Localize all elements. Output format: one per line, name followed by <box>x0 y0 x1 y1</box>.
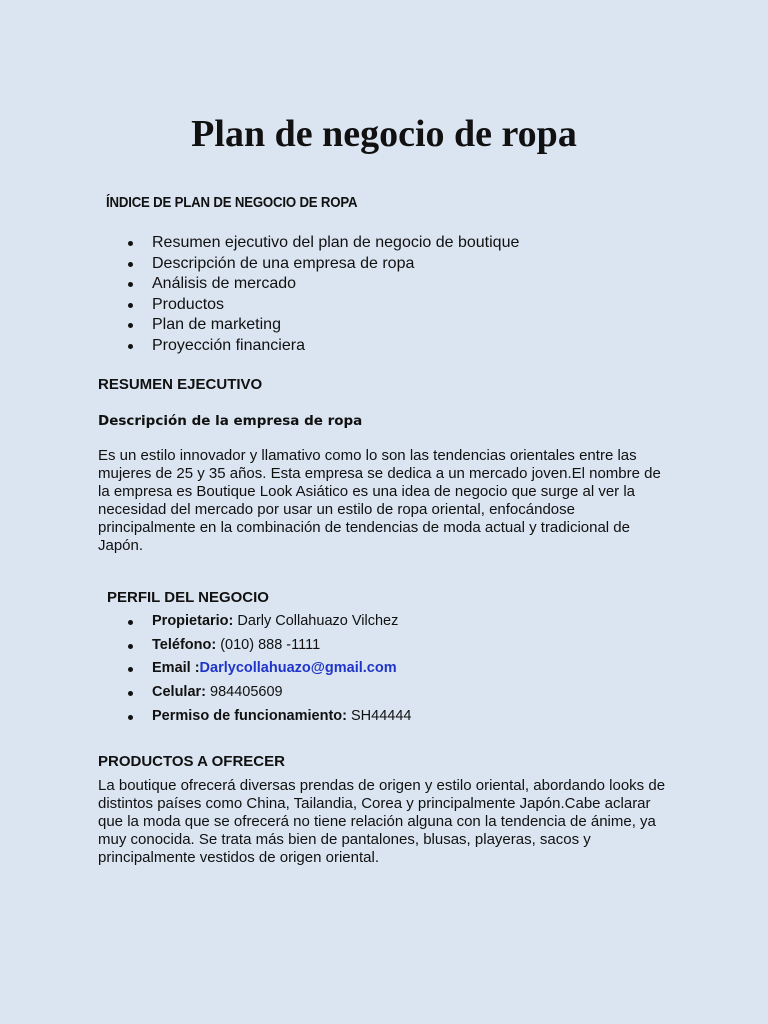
index-item: Resumen ejecutivo del plan de negocio de boutique <box>128 233 519 254</box>
profile-label: Permiso de funcionamiento: <box>152 707 347 724</box>
index-item: Proyección financiera <box>128 336 519 357</box>
resumen-heading: RESUMEN EJECUTIVO <box>98 376 263 393</box>
profile-value: (010) 888 -1111 <box>216 636 321 653</box>
profile-value: 984405609 <box>206 684 283 701</box>
profile-value: Darly Collahuazo Vilchez <box>233 613 399 629</box>
descripcion-paragraph: Es un estilo innovador y llamativo como lo son las tendencias orientales entre las mujeres de 25 y 35 años. Esta empresa se dedica a un mercado joven.El nombre de la empresa es Boutique Look Asiático es una idea de negocio que surge al ver la necesidad del mercado por usar un estilo de ropa oriental, enfocándose principalmente en la combinación de tendencias de moda actual y tradicional de Japón. <box>98 447 661 554</box>
perfil-heading: PERFIL DEL NEGOCIO <box>107 589 269 606</box>
index-list <box>128 233 519 356</box>
index-item: Descripción de una empresa de ropa <box>128 254 519 275</box>
profile-value: SH44444 <box>346 707 412 724</box>
profile-item-permiso <box>128 705 411 729</box>
index-item: Plan de marketing <box>128 315 519 336</box>
index-heading: ÍNDICE DE PLAN DE NEGOCIO DE ROPA <box>106 194 358 211</box>
profile-item-telefono <box>128 634 411 658</box>
productos-heading: PRODUCTOS A OFRECER <box>98 753 285 770</box>
profile-item-email <box>128 657 411 681</box>
profile-label: Email : <box>152 660 200 677</box>
profile-item-celular <box>128 681 411 705</box>
productos-paragraph: La boutique ofrecerá diversas prendas de origen y estilo oriental, abordando looks de distintos países como China, Tailandia, Corea y principalmente Japón.Cabe aclarar que la moda que se ofrecerá no tiene relación alguna con la tendencia de ánime, ya muy conocida. Se trata más bien de pantalones, blusas, playeras, sacos y principalmente vestidos de origen oriental. <box>98 777 666 866</box>
profile-label: Propietario: <box>152 613 234 629</box>
index-item: Análisis de mercado <box>128 274 519 295</box>
profile-list <box>128 610 411 728</box>
descripcion-subheading: Descripción de la empresa de ropa <box>98 413 363 429</box>
document-title: Plan de negocio de ropa <box>191 113 577 155</box>
email-link[interactable]: Darlycollahuazo@gmail.com <box>199 660 397 677</box>
profile-label: Celular: <box>152 684 206 701</box>
profile-label: Teléfono: <box>152 636 217 653</box>
index-item: Productos <box>128 295 519 316</box>
profile-item-propietario <box>128 610 411 634</box>
